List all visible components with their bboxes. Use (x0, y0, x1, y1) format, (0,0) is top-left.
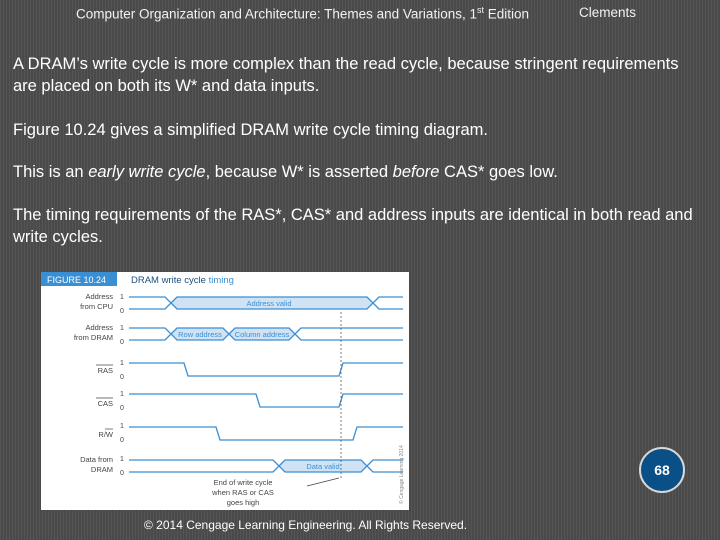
figure-side-credit: © Cengage Learning 2014 (399, 445, 405, 504)
level-low-2: 0 (120, 339, 124, 346)
level-high-6: 1 (120, 456, 124, 463)
paragraph-figure-ref: Figure 10.24 gives a simplified DRAM write cycle timing diagram. (13, 121, 489, 139)
signal-label-address-cpu-2: from CPU (80, 302, 113, 311)
level-high-2: 1 (120, 325, 124, 332)
level-high-5: 1 (120, 423, 124, 430)
annotation-line-2: when RAS or CAS (212, 488, 274, 497)
page-number: 68 (654, 462, 670, 478)
waveform-address-dram-right (295, 328, 403, 340)
waveform-cas (129, 394, 403, 407)
edition-text: Edition (483, 6, 530, 22)
level-low-4: 0 (120, 405, 124, 412)
p3-italic-early-write-cycle: early write cycle (88, 163, 206, 181)
waveform-address-cpu-left (129, 297, 171, 309)
level-low-1: 0 (120, 308, 124, 315)
signal-label-address-dram-2: from DRAM (73, 333, 113, 342)
signal-label-cas: CAS (97, 399, 113, 408)
label-data-valid: Data valid (306, 462, 340, 471)
figure-title-sub: timing (208, 275, 234, 286)
waveform-address-dram-left (129, 328, 171, 340)
label-column-address: Column address (234, 330, 290, 339)
footer-copyright: © 2014 Cengage Learning Engineering. All Rights Reserved. (144, 518, 468, 532)
signal-label-data-dram-1: Data from (80, 455, 113, 464)
waveform-address-cpu-right (373, 297, 403, 309)
level-low-5: 0 (120, 437, 124, 444)
waveform-ras (129, 363, 403, 376)
paragraph-early-write (13, 161, 703, 183)
timing-diagram-figure (41, 272, 409, 510)
p3-text-a: This is an (13, 163, 89, 181)
signal-label-data-dram-2: DRAM (90, 465, 113, 474)
label-address-valid: Address valid (246, 299, 292, 308)
annotation-line-3: goes high (226, 498, 260, 507)
signal-label-address-dram-1: Address (85, 323, 113, 332)
annotation-line-1: End of write cycle (213, 478, 273, 487)
signal-label-address-cpu-1: Address (85, 292, 113, 301)
figure-title (131, 275, 234, 286)
edition-superscript: st (476, 5, 484, 15)
annotation-pointer (307, 478, 339, 486)
level-low-6: 0 (120, 470, 124, 477)
signal-label-ras: RAS (97, 366, 113, 375)
p3-italic-before: before (392, 163, 440, 181)
waveform-rw (129, 427, 403, 440)
paragraph-write-cycle: A DRAM’s write cycle is more complex than the read cycle, because stringent requirements are placed on both its W* and data inputs. (13, 55, 679, 95)
label-row-address: Row address (178, 330, 222, 339)
level-high-4: 1 (120, 391, 124, 398)
signal-label-rw: R/W (98, 430, 113, 439)
level-low-3: 0 (120, 374, 124, 381)
level-high-1: 1 (120, 294, 124, 301)
waveform-data-right (367, 460, 403, 472)
figure-title-main: DRAM write cycle (131, 275, 206, 286)
book-title-text: Computer Organization and Architecture: Themes and Variations, 1 (76, 6, 477, 22)
p3-text-e: CAS* goes low. (439, 163, 558, 181)
page-number-badge (639, 447, 685, 493)
p3-text-c: , because W* is asserted (205, 163, 393, 181)
level-high-3: 1 (120, 360, 124, 367)
paragraph-timing-requirements: The timing requirements of the RAS*, CAS* and address inputs are identical in both read and write cycles. (13, 206, 693, 246)
waveform-data-left (129, 460, 279, 472)
header-book-title (76, 5, 529, 22)
timing-diagram-svg (41, 272, 409, 510)
header-author: Clements (579, 5, 637, 20)
figure-tag: FIGURE 10.24 (47, 275, 107, 285)
